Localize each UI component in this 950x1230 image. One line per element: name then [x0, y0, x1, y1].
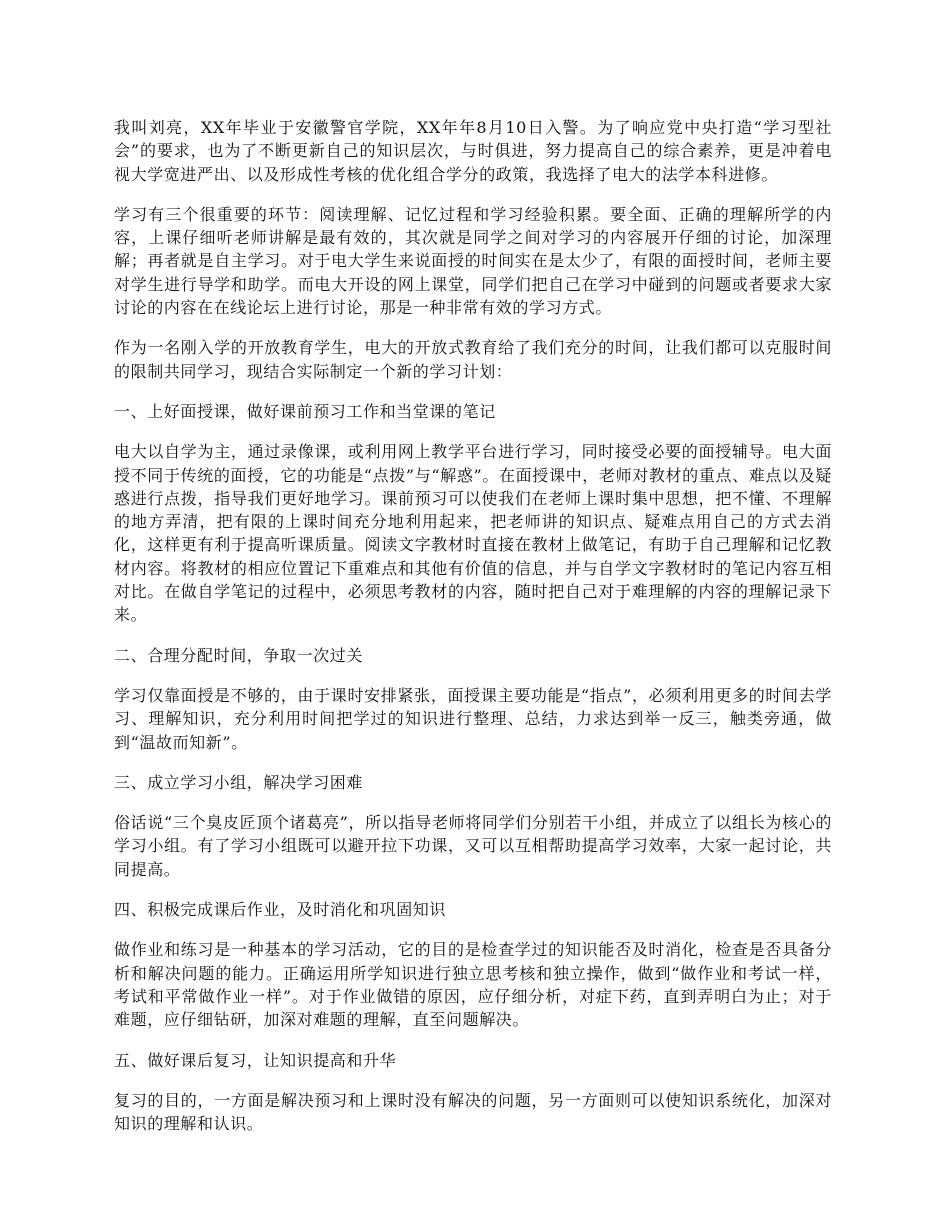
section-body-3: 俗话说“三个臭皮匠顶个诸葛亮”，所以指导老师将同学们分别若干小组，并成立了以组长为核心的学习小组。有了学习小组既可以避开拉下功课，又可以互相帮助提高学习效率，大家一起讨论，共同提高。	[114, 813, 832, 879]
section-heading-1: 一、上好面授课，做好课前预习工作和当堂课的笔记	[114, 401, 496, 421]
section-body-2: 学习仅靠面授是不够的，由于课时安排紧张，面授课主要功能是“指点”，必须利用更多的时间去学习、理解知识，充分利用时间把学过的知识进行整理、总结，力求达到举一反三，触类旁通，做到“温故而知新”。	[114, 685, 832, 752]
plan-intro-paragraph: 作为一名刚入学的开放教育学生，电大的开放式教育给了我们充分的时间，让我们都可以克服时间的限制共同学习，现结合实际制定一个新的学习计划：	[114, 338, 832, 381]
section-body-4: 做作业和练习是一种基本的学习活动，它的目的是检查学过的知识能否及时消化，检查是否具备分析和解决问题的能力。正确运用所学知识进行独立思考核和独立操作，做到“做作业和考试一样，考试和平常做作业一样”。对于作业做错的原因，应仔细分析，对症下药，直到弄明白为止；对于难题，应仔细钻研，加深对难题的理解，直至问题解决。	[114, 940, 832, 1030]
section-heading-4: 四、积极完成课后作业，及时消化和巩固知识	[114, 900, 447, 920]
section-body-5: 复习的目的，一方面是解决预习和上课时没有解决的问题，另一方面则可以使知识系统化，加深对知识的理解和认识。	[114, 1090, 832, 1134]
section-heading-5: 五、做好课后复习，让知识提高和升华	[114, 1050, 397, 1070]
intro-paragraph: 我叫刘亮，XX年毕业于安徽警官学院，XX年年8月10日入警。为了响应党中央打造“学习型社会”的要求，也为了不断更新自己的知识层次，与时俱进，努力提高自己的综合素养，更是冲着电视大学宽进严出、以及形成性考核的优化组合学分的政策，我选择了电大的法学本科进修。	[114, 118, 832, 184]
learning-steps-paragraph: 学习有三个很重要的环节：阅读理解、记忆过程和学习经验积累。要全面、正确的理解所学的内容，上课仔细听老师讲解是最有效的，其次就是同学之间对学习的内容展开仔细的讨论，加深理解；再者就是自主学习。对于电大学生来说面授的时间实在是太少了，有限的面授时间，老师主要对学生进行导学和助学。而电大开设的网上课堂，同学们把自己在学习中碰到的问题或者要求大家讨论的内容在在线论坛上进行讨论，那是一种非常有效的学习方式。	[114, 204, 832, 318]
section-heading-3: 三、成立学习小组，解决学习困难	[114, 772, 364, 792]
section-heading-2: 二、合理分配时间，争取一次过关	[114, 645, 364, 665]
section-body-1: 电大以自学为主，通过录像课，或利用网上教学平台进行学习，同时接受必要的面授辅导。电大面授不同于传统的面授，它的功能是“点拨”与“解惑”。在面授课中，老师对教材的重点、难点以及疑惑进行点拨，指导我们更好地学习。课前预习可以使我们在老师上课时集中思想，把不懂、不理解的地方弄清，把有限的上课时间充分地利用起来，把老师讲的知识点、疑难点用自己的方式去消化，这样更有利于提高听课质量。阅读文字教材时直接在教材上做笔记，有助于自己理解和记忆教材内容。将教材的相应位置记下重难点和其他有价值的信息，并与自学文字教材时的笔记内容互相对比。在做自学笔记的过程中，必须思考教材的内容，随时把自己对于难理解的内容的理解记录下来。	[114, 442, 832, 625]
